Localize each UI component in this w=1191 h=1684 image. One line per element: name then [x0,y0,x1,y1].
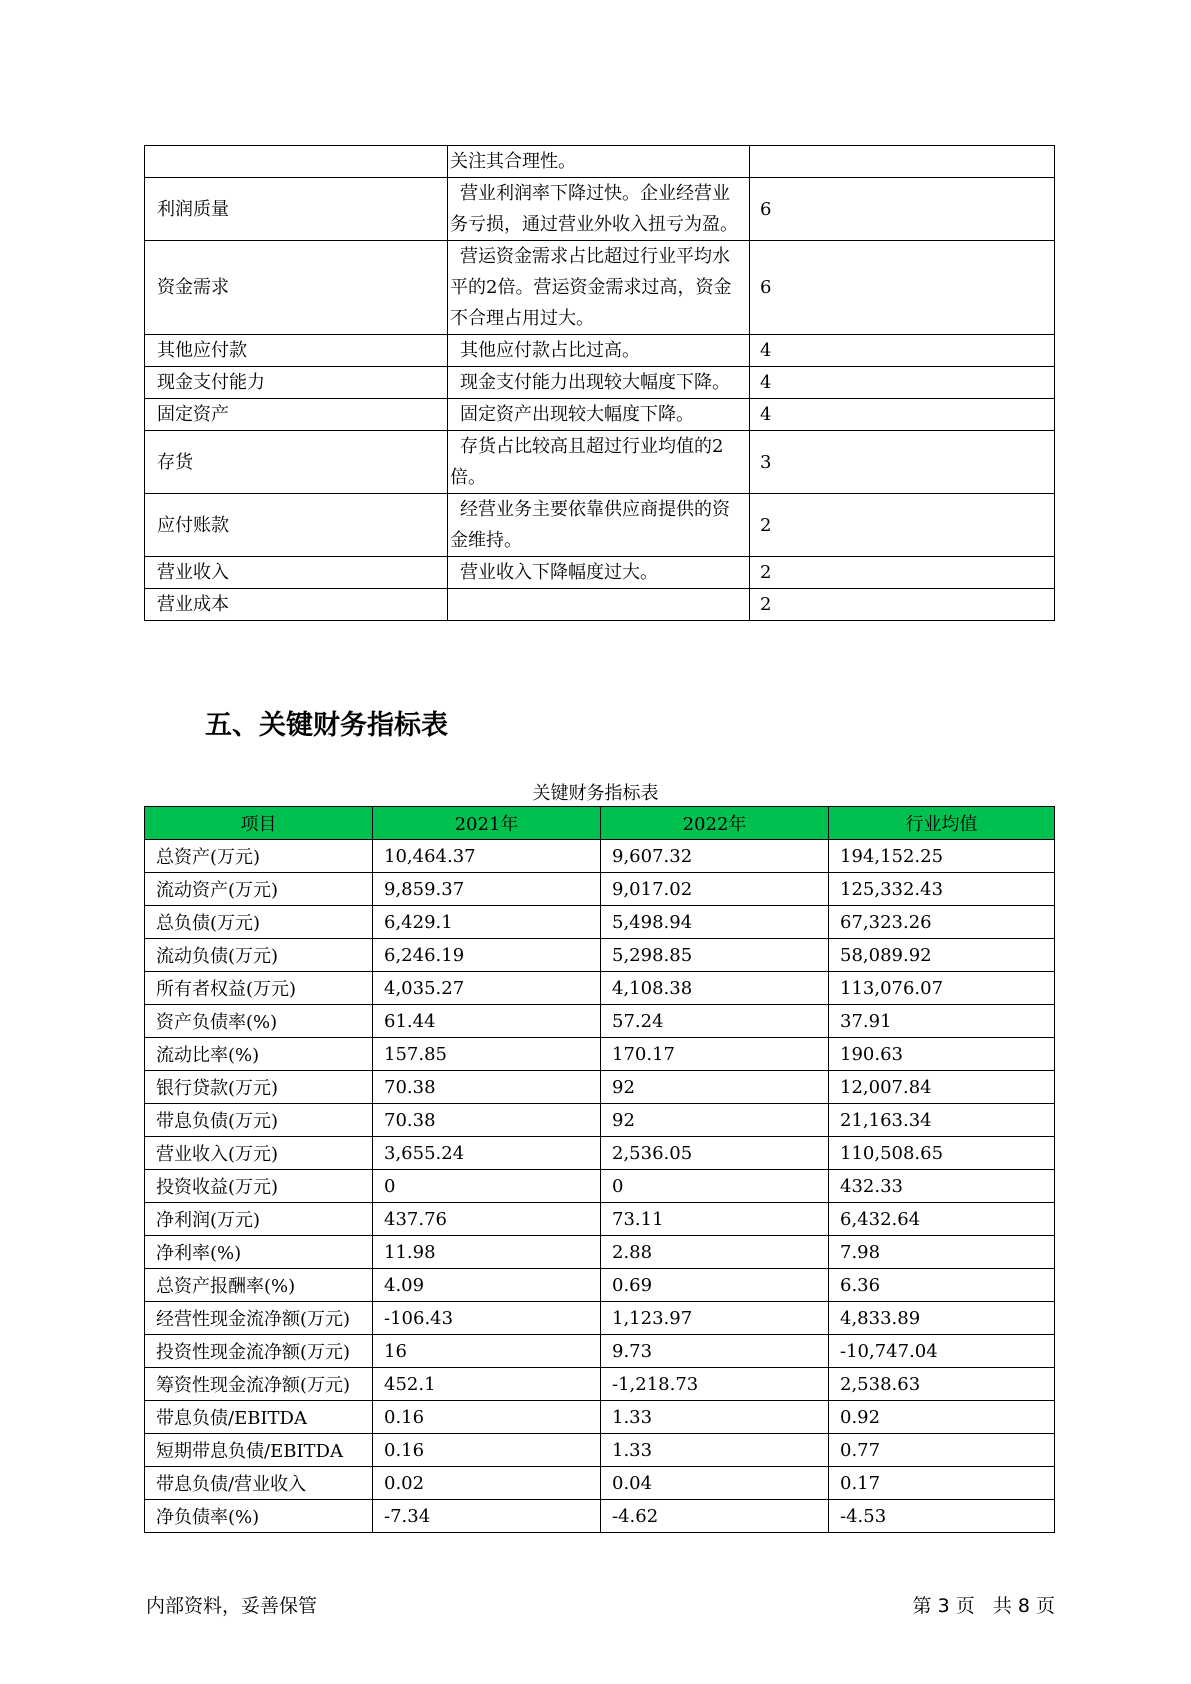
metric-2022: -1,218.73 [601,1368,829,1401]
key-financial-metrics-table [144,806,1055,1533]
metrics-row [145,1137,1055,1170]
metric-2021: 70.38 [373,1071,601,1104]
metric-name: 带息负债/营业收入 [145,1467,373,1500]
metric-name: 银行贷款(万元) [145,1071,373,1104]
risk-row [145,367,1055,399]
section-heading: 五、关键财务指标表 [205,710,448,741]
risk-row [145,399,1055,431]
metrics-table-header [145,807,1055,840]
risk-row [145,431,1055,494]
risk-item-name [145,146,448,178]
metric-industry-avg: 21,163.34 [829,1104,1055,1137]
metric-name: 净利率(%) [145,1236,373,1269]
risk-item-name: 资金需求 [145,241,448,335]
risk-description-text: 存货占比较高且超过行业均值的2倍。 [450,436,724,488]
metric-industry-avg: 190.63 [829,1038,1055,1071]
risk-row [145,494,1055,557]
metric-name: 带息负债/EBITDA [145,1401,373,1434]
metric-2021: 452.1 [373,1368,601,1401]
risk-row [145,335,1055,367]
header-2021: 2021年 [373,807,601,840]
risk-description-text: 关注其合理性。 [450,151,576,172]
metrics-row [145,939,1055,972]
risk-description-text: 经营业务主要依靠供应商提供的资金维持。 [450,499,730,551]
metric-2022: 0.04 [601,1467,829,1500]
metric-2021: 11.98 [373,1236,601,1269]
metric-2022: 5,298.85 [601,939,829,972]
metrics-row [145,1104,1055,1137]
risk-item-description [448,241,750,335]
risk-description-text: 营业利润率下降过快。企业经营业务亏损，通过营业外收入扭亏为盈。 [450,183,738,235]
metric-industry-avg: 0.92 [829,1401,1055,1434]
risk-item-name: 其他应付款 [145,335,448,367]
metric-2021: 6,429.1 [373,906,601,939]
metric-2022: 9,017.02 [601,873,829,906]
metrics-row [145,1434,1055,1467]
risk-item-score: 6 [750,241,1055,335]
metric-name: 总资产报酬率(%) [145,1269,373,1302]
metric-2022: 92 [601,1071,829,1104]
risk-item-name: 利润质量 [145,178,448,241]
risk-description-text: 营业收入下降幅度过大。 [460,562,658,583]
risk-description-text: 现金支付能力出现较大幅度下降。 [460,372,730,393]
metric-2022: 1.33 [601,1434,829,1467]
metric-name: 流动资产(万元) [145,873,373,906]
metric-industry-avg: 194,152.25 [829,840,1055,873]
metric-2022: 1.33 [601,1401,829,1434]
metric-name: 净负债率(%) [145,1500,373,1533]
metrics-row [145,1038,1055,1071]
metrics-row [145,1071,1055,1104]
risk-item-score: 3 [750,431,1055,494]
risk-item-name: 固定资产 [145,399,448,431]
risk-row [145,241,1055,335]
risk-item-description [448,367,750,399]
metric-name: 筹资性现金流净额(万元) [145,1368,373,1401]
metric-industry-avg: 0.77 [829,1434,1055,1467]
metric-industry-avg: 67,323.26 [829,906,1055,939]
metrics-row [145,1203,1055,1236]
metric-industry-avg: 58,089.92 [829,939,1055,972]
risk-item-description [448,431,750,494]
metric-industry-avg: 4,833.89 [829,1302,1055,1335]
metric-2021: 61.44 [373,1005,601,1038]
risk-item-score: 2 [750,494,1055,557]
metrics-row [145,840,1055,873]
risk-item-description [448,589,750,621]
risk-description-text: 其他应付款占比过高。 [460,340,640,361]
metrics-row [145,1302,1055,1335]
metric-industry-avg: 12,007.84 [829,1071,1055,1104]
metric-2022: 2,536.05 [601,1137,829,1170]
metric-industry-avg: 6,432.64 [829,1203,1055,1236]
metrics-row [145,1467,1055,1500]
metric-industry-avg: -10,747.04 [829,1335,1055,1368]
metric-2021: 157.85 [373,1038,601,1071]
risk-item-score: 2 [750,589,1055,621]
risk-row [145,178,1055,241]
metrics-row [145,873,1055,906]
metric-2022: 1,123.97 [601,1302,829,1335]
metric-industry-avg: 125,332.43 [829,873,1055,906]
metric-name: 总负债(万元) [145,906,373,939]
risk-row [145,146,1055,178]
risk-item-description [448,494,750,557]
metrics-row [145,1500,1055,1533]
risk-description-text: 营运资金需求占比超过行业平均水平的2倍。营运资金需求过高，资金不合理占用过大。 [450,246,732,329]
metrics-row [145,1401,1055,1434]
metric-2022: 57.24 [601,1005,829,1038]
metrics-row [145,1170,1055,1203]
risk-item-score: 4 [750,335,1055,367]
risk-item-description [448,146,750,178]
risk-item-description [448,335,750,367]
footer-confidential-note: 内部资料，妥善保管 [146,1595,318,1617]
metric-name: 短期带息负债/EBITDA [145,1434,373,1467]
metrics-row [145,906,1055,939]
metrics-row [145,972,1055,1005]
metric-2022: 9.73 [601,1335,829,1368]
risk-item-description [448,178,750,241]
risk-row [145,589,1055,621]
metric-2021: 0 [373,1170,601,1203]
risk-item-name: 营业成本 [145,589,448,621]
metric-name: 净利润(万元) [145,1203,373,1236]
table-caption: 关键财务指标表 [532,783,659,804]
metric-name: 总资产(万元) [145,840,373,873]
metric-2022: 4,108.38 [601,972,829,1005]
risk-item-score: 4 [750,367,1055,399]
metrics-row [145,1335,1055,1368]
metric-2021: 0.16 [373,1401,601,1434]
risk-item-name: 应付账款 [145,494,448,557]
metrics-row [145,1005,1055,1038]
header-industry-avg: 行业均值 [829,807,1055,840]
metric-2021: 0.02 [373,1467,601,1500]
metric-2021: 70.38 [373,1104,601,1137]
risk-item-name: 存货 [145,431,448,494]
metric-name: 投资性现金流净额(万元) [145,1335,373,1368]
metric-name: 所有者权益(万元) [145,972,373,1005]
metrics-row [145,1236,1055,1269]
risk-item-name: 营业收入 [145,557,448,589]
metric-name: 经营性现金流净额(万元) [145,1302,373,1335]
metric-2021: 16 [373,1335,601,1368]
metric-2022: 0.69 [601,1269,829,1302]
metric-name: 投资收益(万元) [145,1170,373,1203]
metric-name: 资产负债率(%) [145,1005,373,1038]
metrics-table-body [145,840,1055,1533]
header-item: 项目 [145,807,373,840]
metric-industry-avg: 0.17 [829,1467,1055,1500]
metric-industry-avg: 113,076.07 [829,972,1055,1005]
metric-industry-avg: 37.91 [829,1005,1055,1038]
risk-description-text: 固定资产出现较大幅度下降。 [460,404,694,425]
metric-name: 流动负债(万元) [145,939,373,972]
footer-page-number: 第 3 页 共 8 页 [912,1595,1055,1617]
metric-2021: 3,655.24 [373,1137,601,1170]
metric-name: 流动比率(%) [145,1038,373,1071]
metrics-row [145,1368,1055,1401]
metric-2021: -106.43 [373,1302,601,1335]
metric-industry-avg: 7.98 [829,1236,1055,1269]
risk-row [145,557,1055,589]
metric-2022: 0 [601,1170,829,1203]
metrics-row [145,1269,1055,1302]
metric-2022: 73.11 [601,1203,829,1236]
metric-2022: 92 [601,1104,829,1137]
metric-industry-avg: -4.53 [829,1500,1055,1533]
metric-name: 营业收入(万元) [145,1137,373,1170]
metric-2021: 0.16 [373,1434,601,1467]
metric-2022: 9,607.32 [601,840,829,873]
metric-name: 带息负债(万元) [145,1104,373,1137]
metric-industry-avg: 2,538.63 [829,1368,1055,1401]
risk-item-name: 现金支付能力 [145,367,448,399]
metric-industry-avg: 6.36 [829,1269,1055,1302]
risk-table-body [145,146,1055,621]
metric-2021: 10,464.37 [373,840,601,873]
metric-2021: -7.34 [373,1500,601,1533]
metric-2022: 2.88 [601,1236,829,1269]
metric-2021: 6,246.19 [373,939,601,972]
risk-item-score [750,146,1055,178]
metric-industry-avg: 432.33 [829,1170,1055,1203]
risk-item-description [448,557,750,589]
metric-2022: 5,498.94 [601,906,829,939]
metric-2022: 170.17 [601,1038,829,1071]
risk-items-table [144,145,1055,621]
header-2022: 2022年 [601,807,829,840]
risk-item-description [448,399,750,431]
risk-item-score: 2 [750,557,1055,589]
metric-2022: -4.62 [601,1500,829,1533]
risk-item-score: 4 [750,399,1055,431]
metric-2021: 4.09 [373,1269,601,1302]
risk-item-score: 6 [750,178,1055,241]
metric-2021: 9,859.37 [373,873,601,906]
metric-2021: 4,035.27 [373,972,601,1005]
metric-industry-avg: 110,508.65 [829,1137,1055,1170]
metric-2021: 437.76 [373,1203,601,1236]
